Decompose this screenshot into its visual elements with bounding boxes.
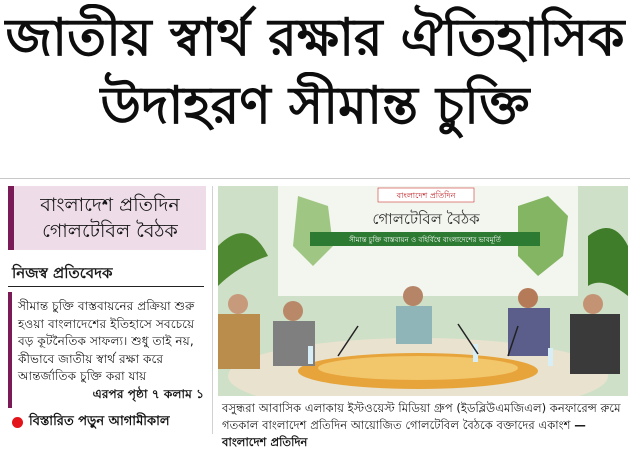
section-banner — [8, 186, 206, 250]
event-photo — [218, 186, 628, 396]
read-more-label: বিস্তারিত পড়ুন আগামীকাল — [29, 414, 170, 429]
headline — [0, 4, 630, 140]
banner-brand: বাংলাদেশ প্রতিদিন — [40, 194, 180, 216]
bullet-icon — [12, 417, 23, 428]
continuation-link[interactable]: এরপর পৃষ্ঠা ৭ কলাম ১ — [92, 386, 204, 401]
banner-title: গোলটেবিল বৈঠক — [42, 220, 178, 242]
backdrop-subtitle: সীমান্ত চুক্তি বাস্তবায়ন ও বহির্বিশ্বে বাংলাদেশের ভাবমূর্তি — [349, 236, 501, 244]
headline-line-1: জাতীয় স্বার্থ রক্ষার ঐতিহাসিক — [5, 7, 625, 68]
story-body: সীমান্ত চুক্তি বাস্তবায়নের প্রক্রিয়া শুরু হওয়া বাংলাদেশের ইতিহাসে সবচেয়ে বড় কূটনৈতিক সাফল্য। শুধু তাই নয়, কীভাবে জাতীয় স্বার্থ রক্ষা করে আন্তর্জাতিক চুক্তি করা যায় — [18, 299, 195, 384]
backdrop-title: গোলটেবিল বৈঠক — [372, 210, 480, 228]
roundtable-photo-illustration — [218, 186, 628, 396]
caption-text: বসুন্ধরা আবাসিক এলাকায় ইস্টওয়েস্ট মিডিয়া গ্রুপ (ইডব্লিউএমজিএল) কনফারেন্স রুমে গতকাল বাংলাদেশ প্রতিদিন আয়োজিত গোলটেবিল বৈঠকে বক্তাদের একাংশ — [222, 401, 621, 432]
headline-line-2: উদাহরণ সীমান্ত চুক্তি — [100, 75, 530, 136]
story-text — [8, 292, 206, 408]
byline-underline — [8, 286, 204, 287]
read-more-link[interactable] — [12, 412, 170, 433]
divider — [0, 178, 630, 179]
photo-caption — [222, 400, 626, 451]
photo-credit: —বাংলাদেশ প্রতিদিন — [222, 418, 586, 449]
byline: নিজস্ব প্রতিবেদক — [12, 264, 113, 282]
column-divider — [212, 186, 213, 434]
backdrop-brand: বাংলাদেশ প্রতিদিন — [396, 191, 456, 200]
